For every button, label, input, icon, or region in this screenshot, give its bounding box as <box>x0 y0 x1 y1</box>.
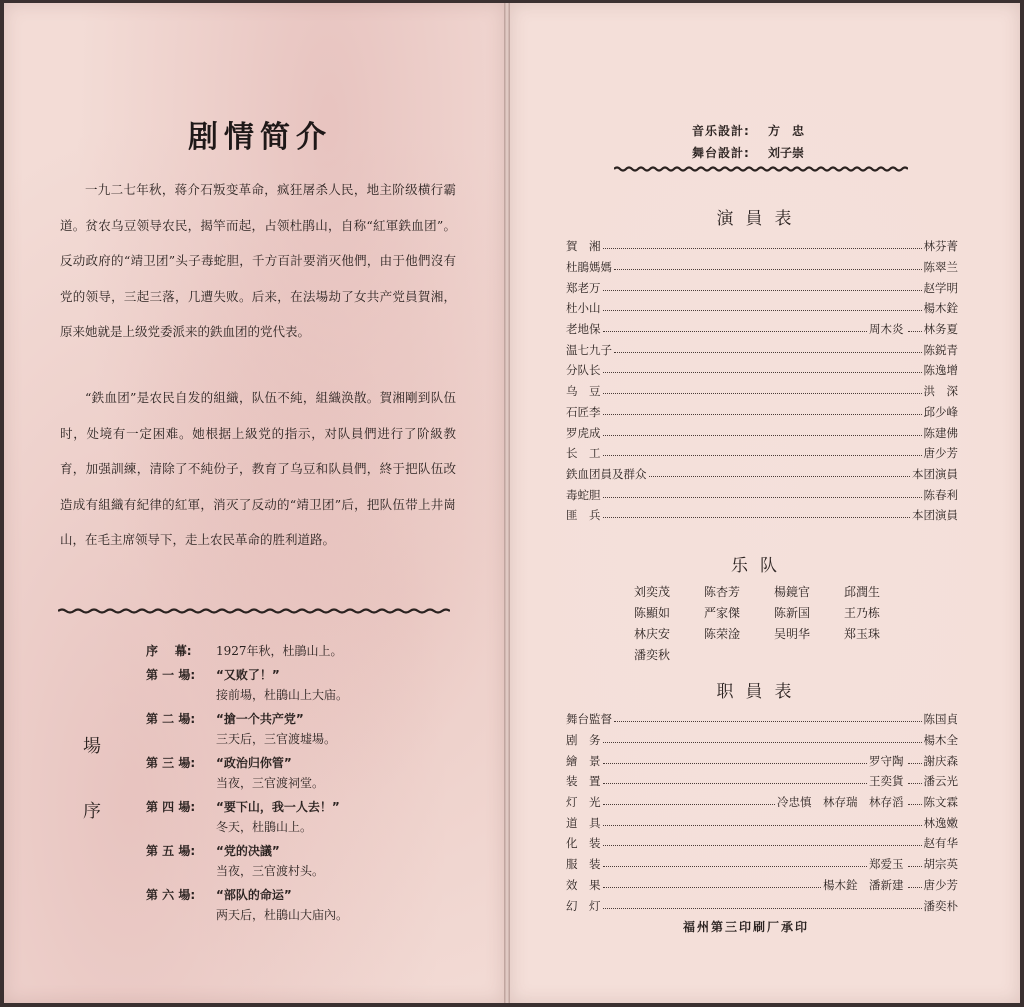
roster-row <box>566 875 958 896</box>
scene-number: 第 六 場: <box>146 887 196 902</box>
performer-name: 林芬菁 <box>923 239 958 254</box>
band-member: 楊鏡官 <box>774 585 811 599</box>
performer-name: 陈翠兰 <box>923 260 958 275</box>
dot-leader <box>603 496 922 498</box>
dot-leader <box>603 907 922 909</box>
role-name: 乌 豆 <box>566 384 601 399</box>
band-member: 邱潤生 <box>844 585 881 599</box>
scene-setting: 三天后，三官渡墟場。 <box>216 732 337 746</box>
performer-name: 唐少芳 <box>923 446 958 461</box>
role-name: 剧 务 <box>566 733 601 748</box>
role-name: 鉄血团員及群众 <box>566 466 647 481</box>
roster-row <box>566 833 958 854</box>
design-credits <box>692 120 804 164</box>
scene-list <box>146 640 348 928</box>
role-name: 效 果 <box>566 877 601 892</box>
performer-name: 郑爱玉 <box>869 857 904 872</box>
scene-name: “部队的命运” <box>216 887 292 902</box>
dot-leader <box>603 865 868 867</box>
performer-name: 楊木銓 <box>923 301 958 316</box>
staff-title: 职員表 <box>716 682 804 702</box>
dot-leader <box>603 741 922 743</box>
band-member: 刘奕茂 <box>634 585 671 599</box>
synopsis-paragraph-2: “鉄血团”是农民自发的組織，队伍不純，組織涣散。賀湘剛到队伍时，处境有一定困难。她根据上級党的指示，对队員們进行了阶級教育，加强訓練，清除了不純份子，教育了乌豆和队員們，終于把队伍改造成有組織有紀律的紅軍，消灭了反动的“靖卫团”后，把队伍带上井崗山，在毛主席领导下，走上农民革命的胜利道路。 <box>60 390 456 547</box>
role-name: 賀 湘 <box>566 239 601 254</box>
roster-row <box>566 750 958 771</box>
dot-leader <box>603 803 776 805</box>
roster-row <box>566 422 958 443</box>
credit-row <box>692 142 804 164</box>
synopsis-title: 剧情简介 <box>188 120 332 155</box>
dot-leader <box>908 803 922 805</box>
cast-title: 演員表 <box>716 209 804 229</box>
performer-name: 本团演員 <box>912 508 958 523</box>
performer-name: 楊木全 <box>923 733 958 748</box>
scene-setting: 接前場，杜鵑山上大庙。 <box>216 688 349 702</box>
scene-item <box>146 796 348 840</box>
performer-name: 胡宗英 <box>923 857 958 872</box>
role-name: 郑老万 <box>566 280 601 295</box>
band-member: 郑玉珠 <box>844 627 881 641</box>
roster-row <box>566 505 958 526</box>
printer-credit: 福州第三印刷厂承印 <box>683 920 810 934</box>
performer-name: 陈国貞 <box>923 712 958 727</box>
performer-name: 陈逸增 <box>923 363 958 378</box>
role-name: 灯 光 <box>566 795 601 810</box>
band-member: 陈顯如 <box>634 606 671 620</box>
dot-leader <box>603 247 922 249</box>
scene-setting: 冬天，杜鵑山上。 <box>216 820 313 834</box>
performer-name: 罗守陶 <box>869 753 904 768</box>
scene-name: “政治归你管” <box>216 755 292 770</box>
roster-row <box>566 443 958 464</box>
performer-name: 陈鋭青 <box>923 342 958 357</box>
band-member: 潘奕秋 <box>634 648 671 662</box>
scene-item <box>146 664 348 708</box>
role-name: 温七九子 <box>566 342 612 357</box>
roster-row <box>566 381 958 402</box>
scene-number: 第 二 場: <box>146 711 196 726</box>
scene-name: “要下山，我一人去！” <box>216 799 340 814</box>
roster-row <box>566 319 958 340</box>
band-member: 陈荣淦 <box>704 627 741 641</box>
role-name: 石匠李 <box>566 404 601 419</box>
role-name: 分队长 <box>566 363 601 378</box>
roster-row <box>566 854 958 875</box>
role-name: 繪 景 <box>566 753 601 768</box>
dot-leader <box>603 434 922 436</box>
wavy-divider <box>58 607 450 615</box>
scene-item <box>146 840 348 884</box>
band-member: 陈杏芳 <box>704 585 741 599</box>
performer-name: 林逸嫩 <box>923 815 958 830</box>
performer-name: 赵学明 <box>923 280 958 295</box>
dot-leader <box>908 886 922 888</box>
scene-number: 序 幕: <box>146 643 192 658</box>
performer-name: 洪 深 <box>923 384 958 399</box>
dot-leader <box>603 824 922 826</box>
performer-name: 王奕貨 <box>869 774 904 789</box>
dot-leader <box>603 886 822 888</box>
dot-leader <box>603 844 922 846</box>
roster-row <box>566 402 958 423</box>
scene-setting: 两天后，杜鵑山大庙內。 <box>216 908 349 922</box>
role-name: 匪 兵 <box>566 508 601 523</box>
roster-row <box>566 771 958 792</box>
role-name: 毒蛇胆 <box>566 487 601 502</box>
dot-leader <box>603 371 922 373</box>
dot-leader <box>603 782 868 784</box>
role-name: 舞台監督 <box>566 712 612 727</box>
dot-leader <box>614 720 922 722</box>
scene-item <box>146 708 348 752</box>
band-member: 王乃栋 <box>844 606 881 620</box>
dot-leader <box>603 392 922 394</box>
role-name: 服 装 <box>566 857 601 872</box>
scene-number: 第 一 場: <box>146 667 196 682</box>
roster-row <box>566 298 958 319</box>
scene-name: 1927年秋，杜鵑山上。 <box>216 643 343 658</box>
roster-row <box>566 895 958 916</box>
scene-order-label: 序 <box>83 801 101 822</box>
performer-name: 邱少峰 <box>923 404 958 419</box>
scene-setting: 当夜，三官渡祠堂。 <box>216 776 325 790</box>
dot-leader <box>603 516 911 518</box>
scene-name: “又败了！” <box>216 667 280 682</box>
roster-row <box>566 792 958 813</box>
dot-leader <box>908 762 922 764</box>
credit-name: 方 忠 <box>768 124 805 138</box>
role-name: 装 置 <box>566 774 601 789</box>
scene-order-label: 場 <box>83 736 101 757</box>
performer-name: 陈春利 <box>923 487 958 502</box>
roster-row <box>566 236 958 257</box>
role-name: 罗虎成 <box>566 425 601 440</box>
performer-name: 赵有华 <box>923 836 958 851</box>
performer-name: 陈文霖 <box>923 795 958 810</box>
scene-name: “搶一个共产党” <box>216 711 304 726</box>
band-member: 陈新国 <box>774 606 811 620</box>
scene-number: 第 五 場: <box>146 843 196 858</box>
role-name: 老地保 <box>566 322 601 337</box>
role-name: 长 工 <box>566 446 601 461</box>
dot-leader <box>603 330 868 332</box>
dot-leader <box>603 289 922 291</box>
performer-name: 本团演員 <box>912 466 958 481</box>
dot-leader <box>603 413 922 415</box>
band-list <box>634 584 914 664</box>
roster-row <box>566 360 958 381</box>
scene-number: 第 三 場: <box>146 755 196 770</box>
dot-leader <box>614 351 922 353</box>
roster-row <box>566 484 958 505</box>
dot-leader <box>908 865 922 867</box>
wavy-divider <box>614 165 908 173</box>
role-name: 幻 灯 <box>566 898 601 913</box>
performer-name: 潘云光 <box>923 774 958 789</box>
roster-row <box>566 257 958 278</box>
role-name: 道 具 <box>566 815 601 830</box>
roster-row <box>566 812 958 833</box>
role-name: 杜鵑媽媽 <box>566 260 612 275</box>
performer-name: 謝庆森 <box>923 753 958 768</box>
roster-row <box>566 339 958 360</box>
role-name: 杜小山 <box>566 301 601 316</box>
cast-list <box>566 236 958 526</box>
performer-name: 冷忠慎 林存瑞 林存滔 <box>777 795 904 810</box>
scene-name: “党的决議” <box>216 843 280 858</box>
performer-name: 潘奕朴 <box>923 898 958 913</box>
performer-name: 陈建佛 <box>923 425 958 440</box>
credit-row <box>692 120 804 142</box>
scene-item <box>146 640 348 664</box>
band-member: 吴明华 <box>774 627 811 641</box>
performer-name: 唐少芳 <box>923 877 958 892</box>
dot-leader <box>908 782 922 784</box>
roster-row <box>566 709 958 730</box>
credit-name: 刘子崇 <box>768 146 805 160</box>
dot-leader <box>603 762 868 764</box>
performer-name: 周木炎 <box>869 322 904 337</box>
performer-name: 楊木銓 潘新建 <box>823 877 904 892</box>
credit-label: 舞台設計: <box>692 146 750 160</box>
dot-leader <box>603 454 922 456</box>
role-name: 化 装 <box>566 836 601 851</box>
scene-item <box>146 752 348 796</box>
roster-row <box>566 277 958 298</box>
dot-leader <box>614 268 922 270</box>
band-member: 林庆安 <box>634 627 671 641</box>
band-title: 乐队 <box>731 556 789 576</box>
dot-leader <box>908 330 922 332</box>
scene-setting: 当夜，三官渡村头。 <box>216 864 325 878</box>
roster-row <box>566 464 958 485</box>
performer-name: 林务夏 <box>923 322 958 337</box>
staff-list <box>566 709 958 916</box>
roster-row <box>566 730 958 751</box>
scene-item <box>146 884 348 928</box>
credit-label: 音乐設計: <box>692 124 750 138</box>
scene-number: 第 四 場: <box>146 799 196 814</box>
band-member: 严家傑 <box>704 606 741 620</box>
dot-leader <box>603 309 922 311</box>
dot-leader <box>649 475 911 477</box>
synopsis-paragraph-1: 一九二七年秋，蒋介石叛变革命，疯狂屠杀人民，地主阶级横行霸道。贫农乌豆领导农民，揭竿而起，占领杜鹃山，自称“紅軍鉄血团”。反动政府的“靖卫团”头子毒蛇胆，千方百計要消灭他們，由于他們沒有党的领导，三起三落，几遭失败。后来，在法場劫了女共产党員賀湘，原来她就是上级党委派来的鉄血团的党代表。 <box>60 182 456 339</box>
